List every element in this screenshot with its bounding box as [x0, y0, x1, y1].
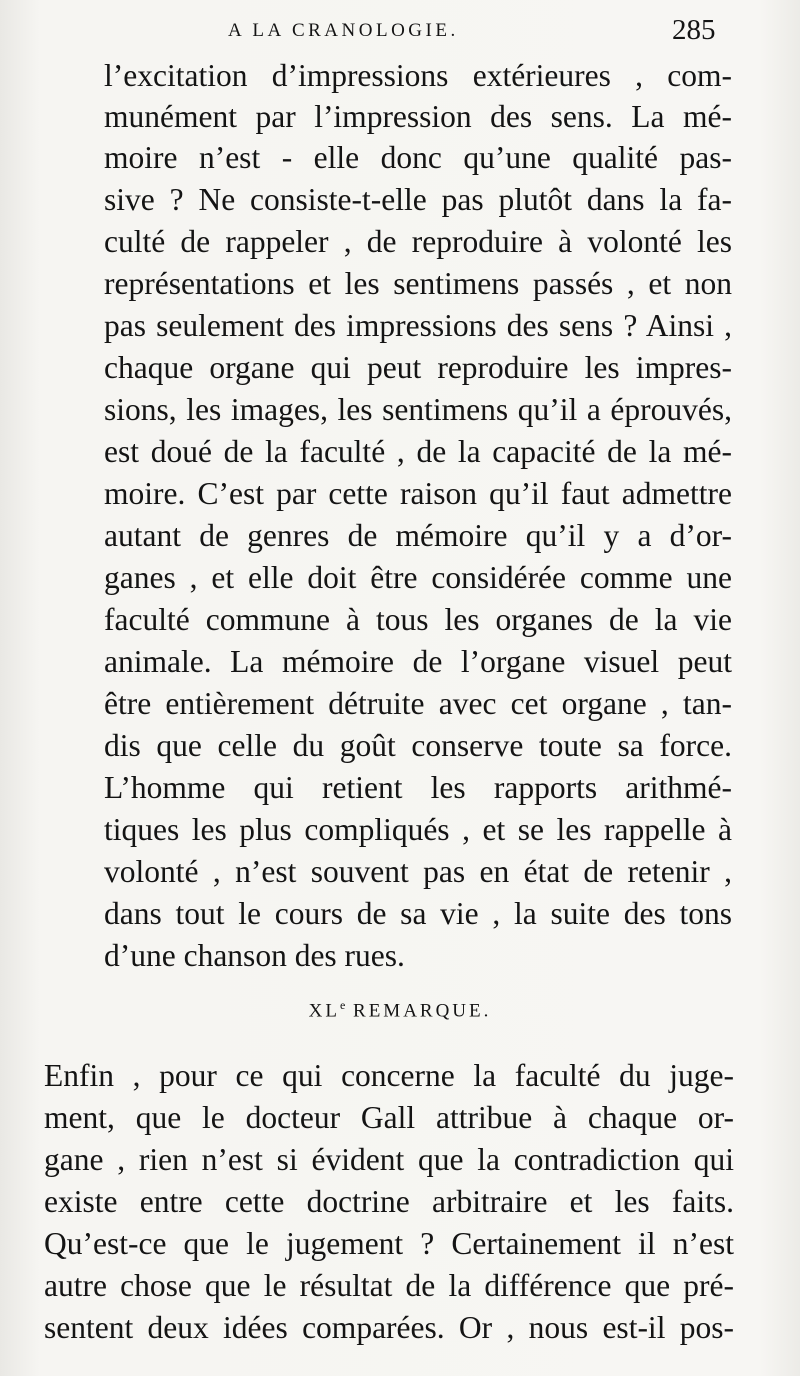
text-line: volonté , n’est souvent pas en état de retenir , — [104, 854, 732, 889]
text-line: représentations et les sentimens passés , et non — [104, 266, 732, 301]
text-line: gane , rien n’est si évident que la contradiction qui — [44, 1142, 734, 1177]
text-line: être entièrement détruite avec cet organe , tan- — [104, 686, 732, 721]
text-line: L’homme qui retient les rapports arithmé- — [104, 770, 732, 805]
text-line: chaque organe qui peut reproduire les impres- — [104, 350, 732, 385]
text-line: sentent deux idées comparées. Or , nous est-il pos- — [44, 1310, 734, 1345]
text-line: faculté commune à tous les organes de la vie — [104, 602, 732, 637]
text-line: animale. La mémoire de l’organe visuel peut — [104, 644, 732, 679]
running-head — [0, 14, 800, 48]
text-line: Enfin , pour ce qui concerne la faculté du juge- — [44, 1058, 734, 1093]
text-line: l’excitation d’impressions extérieures , com- — [104, 58, 732, 93]
running-title: A LA CRANOLOGIE. — [228, 20, 459, 41]
text-line: d’une chanson des rues. — [104, 938, 405, 973]
page-number: 285 — [672, 14, 716, 46]
section-heading-numeral: XL — [308, 1000, 340, 1022]
text-line: pas seulement des impressions des sens ? Ainsi , — [104, 308, 732, 343]
section-heading-label: REMARQUE. — [345, 1000, 492, 1022]
text-line: ganes , et elle doit être considérée comme une — [104, 560, 732, 595]
text-line: dans tout le cours de sa vie , la suite des tons — [104, 896, 732, 931]
section-heading-superscript: e — [339, 998, 346, 1012]
text-line: Qu’est-ce que le jugement ? Certainement il n’est — [44, 1226, 734, 1261]
text-line: munément par l’impression des sens. La mé- — [104, 99, 732, 134]
text-line: culté de rappeler , de reproduire à volonté les — [104, 224, 732, 259]
text-line: moire n’est - elle donc qu’une qualité pas- — [104, 140, 732, 175]
text-line: sions, les images, les sentimens qu’il a éprouvés, — [104, 392, 732, 427]
text-line: sive ? Ne consiste-t-elle pas plutôt dans la fa- — [104, 182, 732, 217]
text-line: autre chose que le résultat de la différence que pré- — [44, 1268, 734, 1303]
text-line: dis que celle du goût conserve toute sa force. — [104, 728, 732, 763]
section-heading — [0, 998, 800, 1022]
text-line: ment, que le docteur Gall attribue à chaque or- — [44, 1100, 734, 1135]
text-line: existe entre cette doctrine arbitraire et les faits. — [44, 1184, 734, 1219]
text-line: autant de genres de mémoire qu’il y a d’or- — [104, 518, 732, 553]
text-line: moire. C’est par cette raison qu’il faut admettre — [104, 476, 732, 511]
text-line: tiques les plus compliqués , et se les rappelle à — [104, 812, 732, 847]
text-line: est doué de la faculté , de la capacité de la mé- — [104, 434, 732, 469]
